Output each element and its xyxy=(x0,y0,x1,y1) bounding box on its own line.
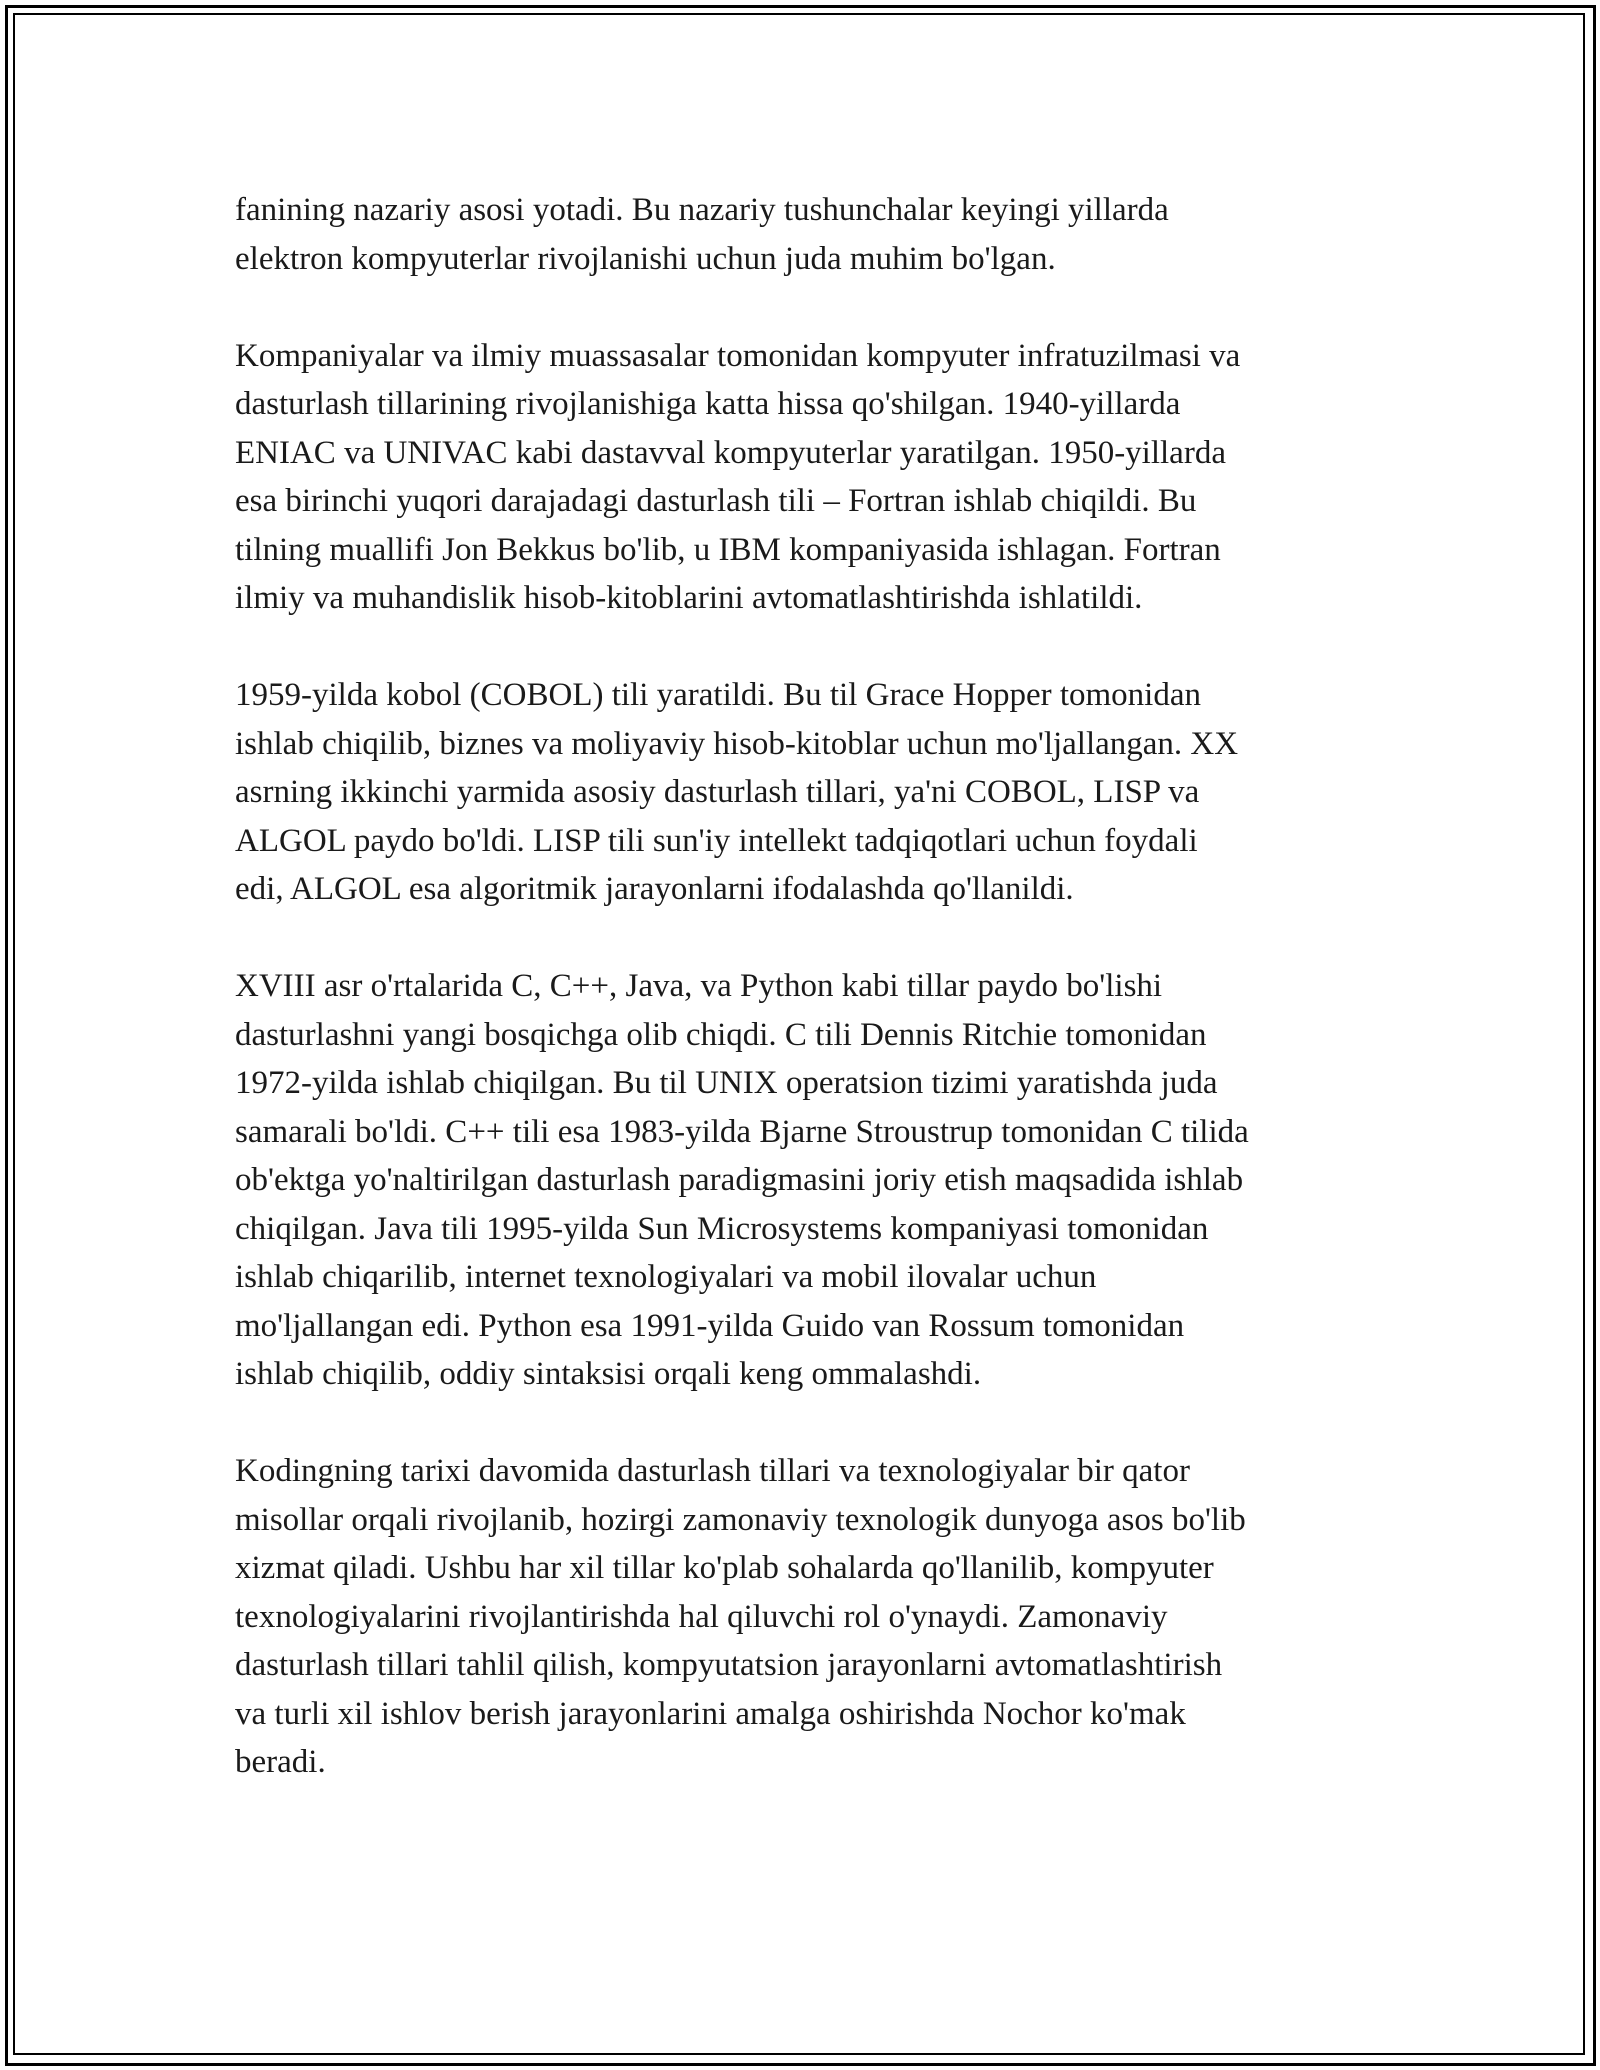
text-line: beradi. xyxy=(235,1744,326,1780)
text-line: misollar orqali rivojlanib, hozirgi zamonaviy texnologik dunyoga asos bo'lib xyxy=(235,1501,1246,1538)
text-line: dasturlashni yangi bosqichga olib chiqdi. C tili Dennis Ritchie tomonidan xyxy=(235,1016,1207,1053)
text-line: dasturlash tillari tahlil qilish, kompyutatsion jarayonlarni avtomatlashtirish xyxy=(235,1647,1223,1683)
text-line: fanining nazariy asosi yotadi. Bu nazariy tushunchalar keyingi yillarda xyxy=(235,192,1169,228)
paragraph-theory xyxy=(235,186,1365,283)
text-line: dasturlash tillarining rivojlanishiga katta hissa qo'shilgan. 1940-yillarda xyxy=(235,386,1181,422)
paragraph-early-computers xyxy=(235,332,1365,623)
text-line: ob'ektga yo'naltirilgan dasturlash paradigmasini joriy etish maqsadida ishlab xyxy=(235,1162,1244,1198)
text-line: ishlab chiqilib, oddiy sintaksisi orqali keng ommalashdi. xyxy=(235,1356,982,1392)
text-line: va turli xil ishlov berish jarayonlarini amalga oshirishda Nochor ko'mak xyxy=(235,1695,1186,1732)
text-line: ishlab chiqilib, biznes va moliyaviy hisob-kitoblar uchun mo'ljallangan. XX xyxy=(235,725,1239,762)
text-line: ishlab chiqarilib, internet texnologiyalari va mobil ilovalar uchun xyxy=(235,1259,1097,1295)
text-line: 1972-yilda ishlab chiqilgan. Bu til UNIX operatsion tizimi yaratishda juda xyxy=(235,1065,1218,1101)
text-line: texnologiyalarini rivojlantirishda hal qiluvchi rol o'ynaydi. Zamonaviy xyxy=(235,1598,1168,1635)
text-line: ALGOL paydo bo'ldi. LISP tili sun'iy intellekt tadqiqotlari uchun foydali xyxy=(235,822,1198,859)
text-line: elektron kompyuterlar rivojlanishi uchun juda muhim bo'lgan. xyxy=(235,240,1056,277)
paragraph-conclusion xyxy=(235,1447,1365,1787)
text-line: asrning ikkinchi yarmida asosiy dasturlash tillari, ya'ni COBOL, LISP va xyxy=(235,774,1200,810)
text-line: xizmat qiladi. Ushbu har xil tillar ko'plab sohalarda qo'llanilib, kompyuter xyxy=(235,1550,1214,1586)
paragraph-modern-languages xyxy=(235,962,1365,1399)
text-line: Kodingning tarixi davomida dasturlash tillari va texnologiyalar bir qator xyxy=(235,1453,1190,1489)
text-line: esa birinchi yuqori darajadagi dasturlash tili – Fortran ishlab chiqildi. Bu xyxy=(235,483,1197,519)
document-body xyxy=(235,186,1365,1835)
text-line: tilning muallifi Jon Bekkus bo'lib, u IBM kompaniyasida ishlagan. Fortran xyxy=(235,531,1221,568)
text-line: XVIII asr o'rtalarida C, C++, Java, va Python kabi tillar paydo bo'lishi xyxy=(235,968,1163,1004)
text-line: samarali bo'ldi. C++ tili esa 1983-yilda Bjarne Stroustrup tomonidan C tilida xyxy=(235,1113,1249,1150)
text-line: chiqilgan. Java tili 1995-yilda Sun Microsystems kompaniyasi tomonidan xyxy=(235,1210,1209,1247)
text-line: edi, ALGOL esa algoritmik jarayonlarni ifodalashda qo'llanildi. xyxy=(235,871,1074,907)
text-line: 1959-yilda kobol (COBOL) tili yaratildi. Bu til Grace Hopper tomonidan xyxy=(235,677,1201,713)
text-line: ilmiy va muhandislik hisob-kitoblarini avtomatlashtirishda ishlatildi. xyxy=(235,580,1143,616)
text-line: Kompaniyalar va ilmiy muassasalar tomonidan kompyuter infratuzilmasi va xyxy=(235,337,1241,374)
paragraph-cobol xyxy=(235,671,1365,914)
text-line: mo'ljallangan edi. Python esa 1991-yilda Guido van Rossum tomonidan xyxy=(235,1307,1185,1344)
text-line: ENIAC va UNIVAC kabi dastavval kompyuterlar yaratilgan. 1950-yillarda xyxy=(235,434,1226,471)
